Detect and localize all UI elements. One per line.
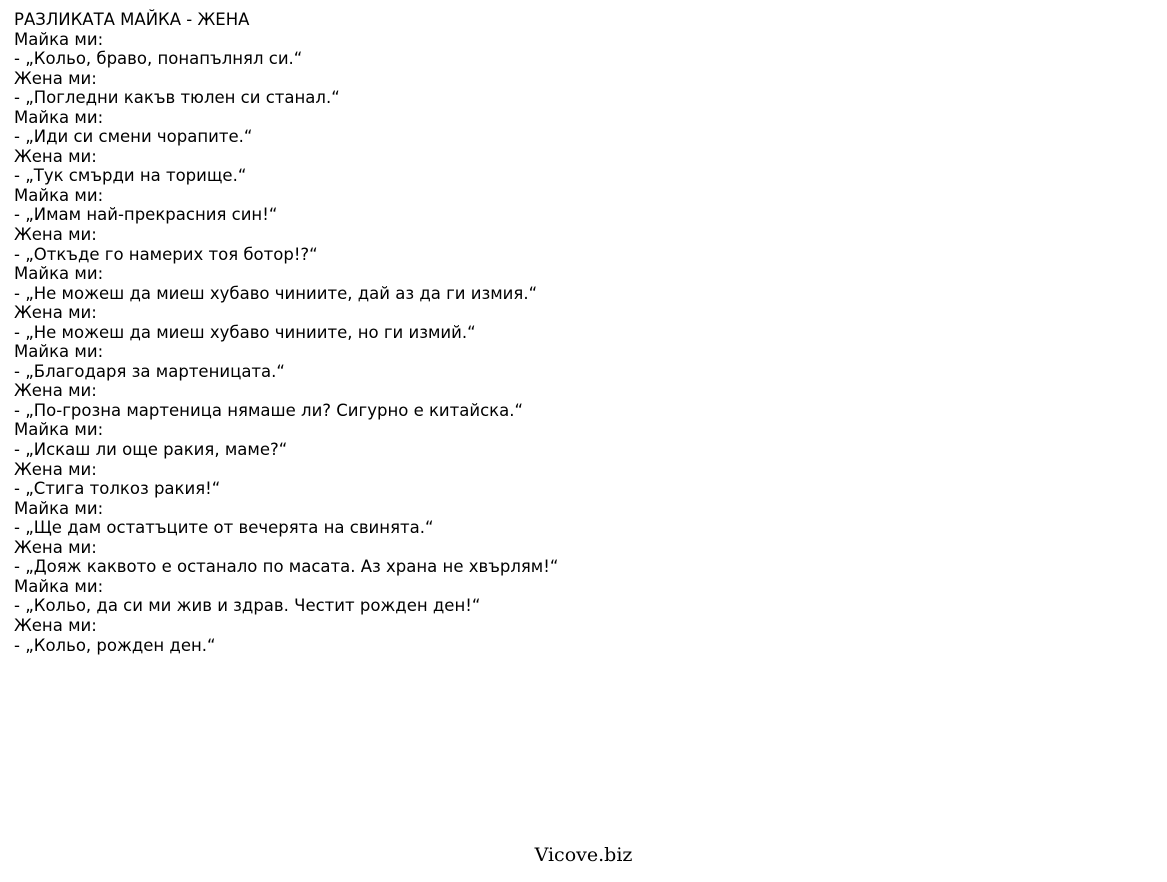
speaker-line: Жена ми: — [14, 459, 97, 479]
quote-line: - „Имам най-прекрасния син!“ — [14, 205, 278, 225]
speaker-line: Жена ми: — [14, 537, 97, 557]
quote-line: - „По-грозна мартеница нямаше ли? Сигурно е китайска.“ — [14, 400, 524, 420]
speaker-line: Майка ми: — [14, 498, 104, 518]
joke-text — [14, 10, 1134, 655]
speaker-line: Жена ми: — [14, 225, 97, 245]
quote-line: - „Ще дам остатъците от вечерята на свинята.“ — [14, 518, 434, 538]
dialogue — [14, 30, 1134, 656]
quote-line: - „Благодаря за мартеницата.“ — [14, 361, 285, 381]
speaker-line: Майка ми: — [14, 185, 104, 205]
speaker-line: Майка ми: — [14, 264, 104, 284]
quote-line: - „Тук смърди на торище.“ — [14, 166, 247, 186]
page-title: РАЗЛИКАТА МАЙКА - ЖЕНА — [14, 10, 250, 29]
quote-line: - „Погледни какъв тюлен си станал.“ — [14, 88, 340, 108]
speaker-line: Майка ми: — [14, 342, 104, 362]
quote-line: - „Иди си смени чорапите.“ — [14, 127, 253, 147]
site-watermark: Vicove.biz — [534, 844, 633, 866]
quote-line: - „Не можеш да миеш хубаво чиниите, дай аз да ги измия.“ — [14, 283, 538, 303]
speaker-line: Жена ми: — [14, 303, 97, 323]
speaker-line: Майка ми: — [14, 576, 104, 596]
speaker-line: Жена ми: — [14, 381, 97, 401]
speaker-line: Майка ми: — [14, 420, 104, 440]
speaker-line: Жена ми: — [14, 68, 97, 88]
speaker-line: Майка ми: — [14, 107, 104, 127]
quote-line: - „Кольо, рожден ден.“ — [14, 635, 216, 655]
quote-line: - „Стига толкоз ракия!“ — [14, 479, 221, 499]
speaker-line: Жена ми: — [14, 615, 97, 635]
speaker-line: Жена ми: — [14, 146, 97, 166]
quote-line: - „Откъде го намерих тоя ботор!?“ — [14, 244, 318, 264]
quote-line: - „Дояж каквото е останало по масата. Аз храна не хвърлям!“ — [14, 557, 559, 577]
quote-line: - „Искаш ли още ракия, маме?“ — [14, 440, 288, 460]
speaker-line: Майка ми: — [14, 29, 104, 49]
quote-line: - „Не можеш да миеш хубаво чиниите, но ги измий.“ — [14, 322, 476, 342]
quote-line: - „Кольо, да си ми жив и здрав. Честит рожден ден!“ — [14, 596, 481, 616]
quote-line: - „Кольо, браво, понапълнял си.“ — [14, 49, 303, 69]
